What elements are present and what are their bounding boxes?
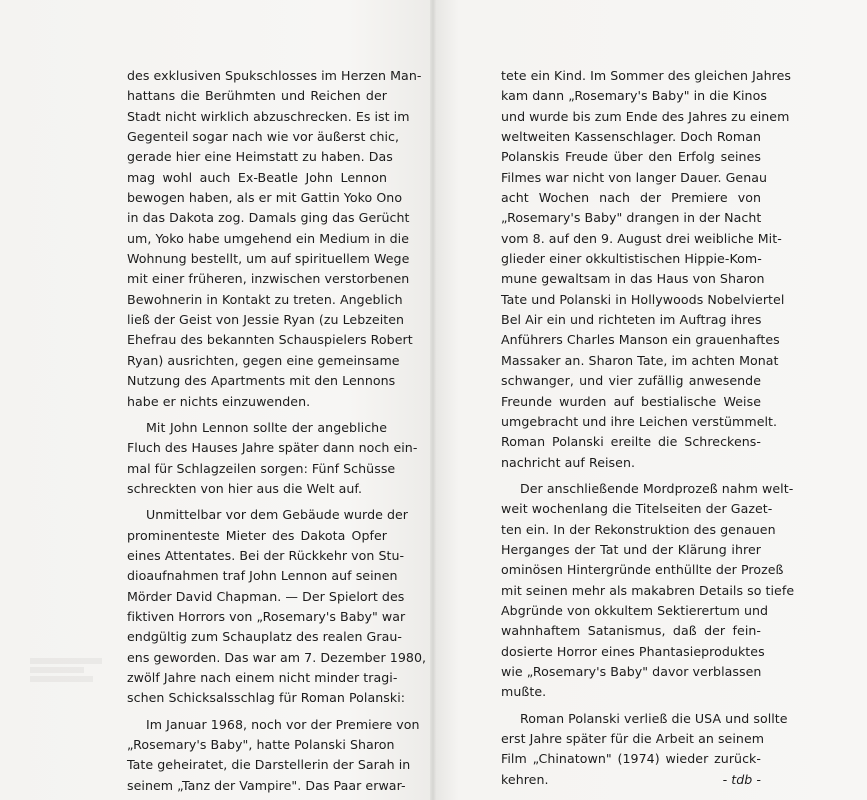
text-line: schen Schicksalsschlag für Roman Polanski:: [127, 690, 406, 706]
text-line: Ryan) ausrichten, gegen eine gemeinsame: [127, 352, 400, 368]
closing-line: [501, 770, 761, 790]
text-line: bewogen haben, als er mit Gattin Yoko Ono: [127, 190, 403, 206]
text-line: Bel Air ein und richteten im Auftrag ihres: [501, 312, 762, 328]
text-line: „Rosemary's Baby", hatte Polanski Sharon: [127, 737, 395, 752]
text-line: endgültig zum Schauplatz des realen Grau-: [127, 629, 402, 645]
text-line: Bewohnerin in Kontakt zu treten. Angeblich: [127, 291, 403, 307]
text-line: gerade hier eine Heimstatt zu haben. Das: [127, 149, 393, 165]
text-line: kehren.: [501, 771, 549, 787]
text-line: Filmes war nicht von langer Dauer. Genau: [501, 169, 768, 185]
text-line: seinem „Tanz der Vampire". Das Paar erwar-: [127, 777, 406, 793]
text-line: Ehefrau des bekannten Schauspielers Robert: [127, 332, 413, 348]
text-line: ten ein. In der Rekonstruktion des genauen: [501, 521, 776, 537]
show-through-text: [30, 655, 120, 695]
text-line: tete ein Kind. Im Sommer des gleichen Jahres: [501, 68, 792, 83]
text-line: umgebracht und ihre Leichen verstümmelt.: [501, 413, 778, 429]
text-line: mag wohl auch Ex-Beatle John Lennon: [127, 169, 387, 185]
text-line: wie „Rosemary's Baby" davor verblassen: [501, 663, 762, 679]
text-line: eines Attentates. Bei der Rückkehr von Stu-: [127, 547, 405, 563]
text-line: mit einer früheren, inzwischen verstorbenen: [127, 271, 410, 287]
text-line: kam dann „Rosemary's Baby" in die Kinos: [501, 88, 767, 104]
text-line: erst Jahre später für die Arbeit an seinem: [501, 731, 765, 746]
text-line: Nutzung des Apartments mit den Lennons: [127, 373, 396, 389]
text-line: fiktiven Horrors von „Rosemary's Baby" war: [127, 608, 406, 624]
text-line: habe er nichts einzuwenden.: [127, 393, 311, 409]
text-line: Mörder David Chapman. — Der Spielort des: [127, 588, 405, 604]
text-line: Im Januar 1968, noch vor der Premiere von: [146, 716, 420, 732]
text-line: weit wochenlang die Titelseiten der Gazet-: [501, 501, 773, 517]
text-line: Freunde wurden auf bestialische Weise: [501, 393, 761, 409]
text-line: nachricht auf Reisen.: [501, 454, 636, 470]
text-line: mit seinen mehr als makabren Details so tiefe: [501, 582, 795, 598]
text-line: Abgründe von okkultem Sektierertum und: [501, 602, 769, 618]
text-line: mal für Schlagzeilen sorgen: Fünf Schüsse: [127, 460, 396, 476]
text-line: prominenteste Mieter des Dakota Opfer: [127, 527, 387, 543]
text-line: Gegenteil sogar nach wie vor äußerst chic,: [127, 129, 400, 145]
text-line: um, Yoko habe umgehend ein Medium in die: [127, 230, 409, 246]
text-line: dosierte Horror eines Phantasieproduktes: [501, 643, 765, 659]
text-line: Der anschließende Mordprozeß nahm welt-: [520, 480, 794, 496]
text-line: wahnhaftem Satanismus, daß der fein-: [501, 623, 761, 639]
text-line: mune gewaltsam in das Haus von Sharon: [501, 271, 765, 287]
text-line: Roman Polanski verließ die USA und sollte: [520, 710, 788, 726]
text-line: Unmittelbar vor dem Gebäude wurde der: [146, 507, 409, 523]
text-line: Film „Chinatown" (1974) wieder zurück-: [501, 751, 761, 767]
text-line: mußte.: [501, 684, 547, 700]
text-line: weltweiten Kassenschlager. Doch Roman: [501, 129, 761, 145]
text-line: Fluch des Hauses Jahre später dann noch ein-: [127, 440, 418, 456]
text-line: dioaufnahmen traf John Lennon auf seinen: [127, 568, 398, 584]
text-line: Herganges der Tat und der Klärung ihrer: [501, 541, 761, 557]
author-signature: - tdb -: [722, 771, 761, 787]
text-line: zwölf Jahre nach einem nicht minder tragi-: [127, 669, 398, 685]
text-line: des exklusiven Spukschlosses im Herzen Man-: [127, 68, 422, 83]
text-line: und wurde bis zum Ende des Jahres zu einem: [501, 108, 790, 124]
right-page-text: [501, 66, 795, 790]
text-line: ens geworden. Das war am 7. Dezember 1980,: [127, 649, 427, 665]
text-line: vom 8. auf den 9. August drei weibliche Mit-: [501, 230, 782, 246]
text-line: glieder einer okkultistischen Hippie-Kom-: [501, 251, 762, 267]
text-line: ominösen Hintergründe enthüllte der Prozeß: [501, 562, 784, 578]
left-page-text: [127, 66, 427, 796]
text-line: Tate geheiratet, die Darstellerin der Sarah in: [127, 757, 411, 773]
text-line: ließ der Geist von Jessie Ryan (zu Lebzeiten: [127, 312, 405, 328]
text-line: Massaker an. Sharon Tate, im achten Monat: [501, 352, 779, 368]
text-line: acht Wochen nach der Premiere von: [501, 190, 761, 206]
text-line: schwanger, und vier zufällig anwesende: [501, 373, 761, 389]
text-line: Polanskis Freude über den Erfolg seines: [501, 149, 761, 165]
text-line: „Rosemary's Baby" drangen in der Nacht: [501, 210, 762, 226]
text-line: Tate und Polanski in Hollywoods Nobelviertel: [501, 291, 785, 307]
text-line: in das Dakota zog. Damals ging das Gerücht: [127, 210, 410, 226]
book-gutter: [430, 0, 436, 800]
text-line: Stadt nicht wirklich abzuschrecken. Es ist im: [127, 108, 410, 124]
text-line: Wohnung bestellt, um auf spirituellem Wege: [127, 251, 410, 267]
text-line: Roman Polanski ereilte die Schreckens-: [501, 434, 761, 450]
text-line: Mit John Lennon sollte der angebliche: [146, 419, 387, 435]
text-line: Anführers Charles Manson ein grauenhaftes: [501, 332, 780, 348]
text-line: hattans die Berühmten und Reichen der: [127, 88, 387, 104]
text-line: schreckten von hier aus die Welt auf.: [127, 480, 363, 496]
